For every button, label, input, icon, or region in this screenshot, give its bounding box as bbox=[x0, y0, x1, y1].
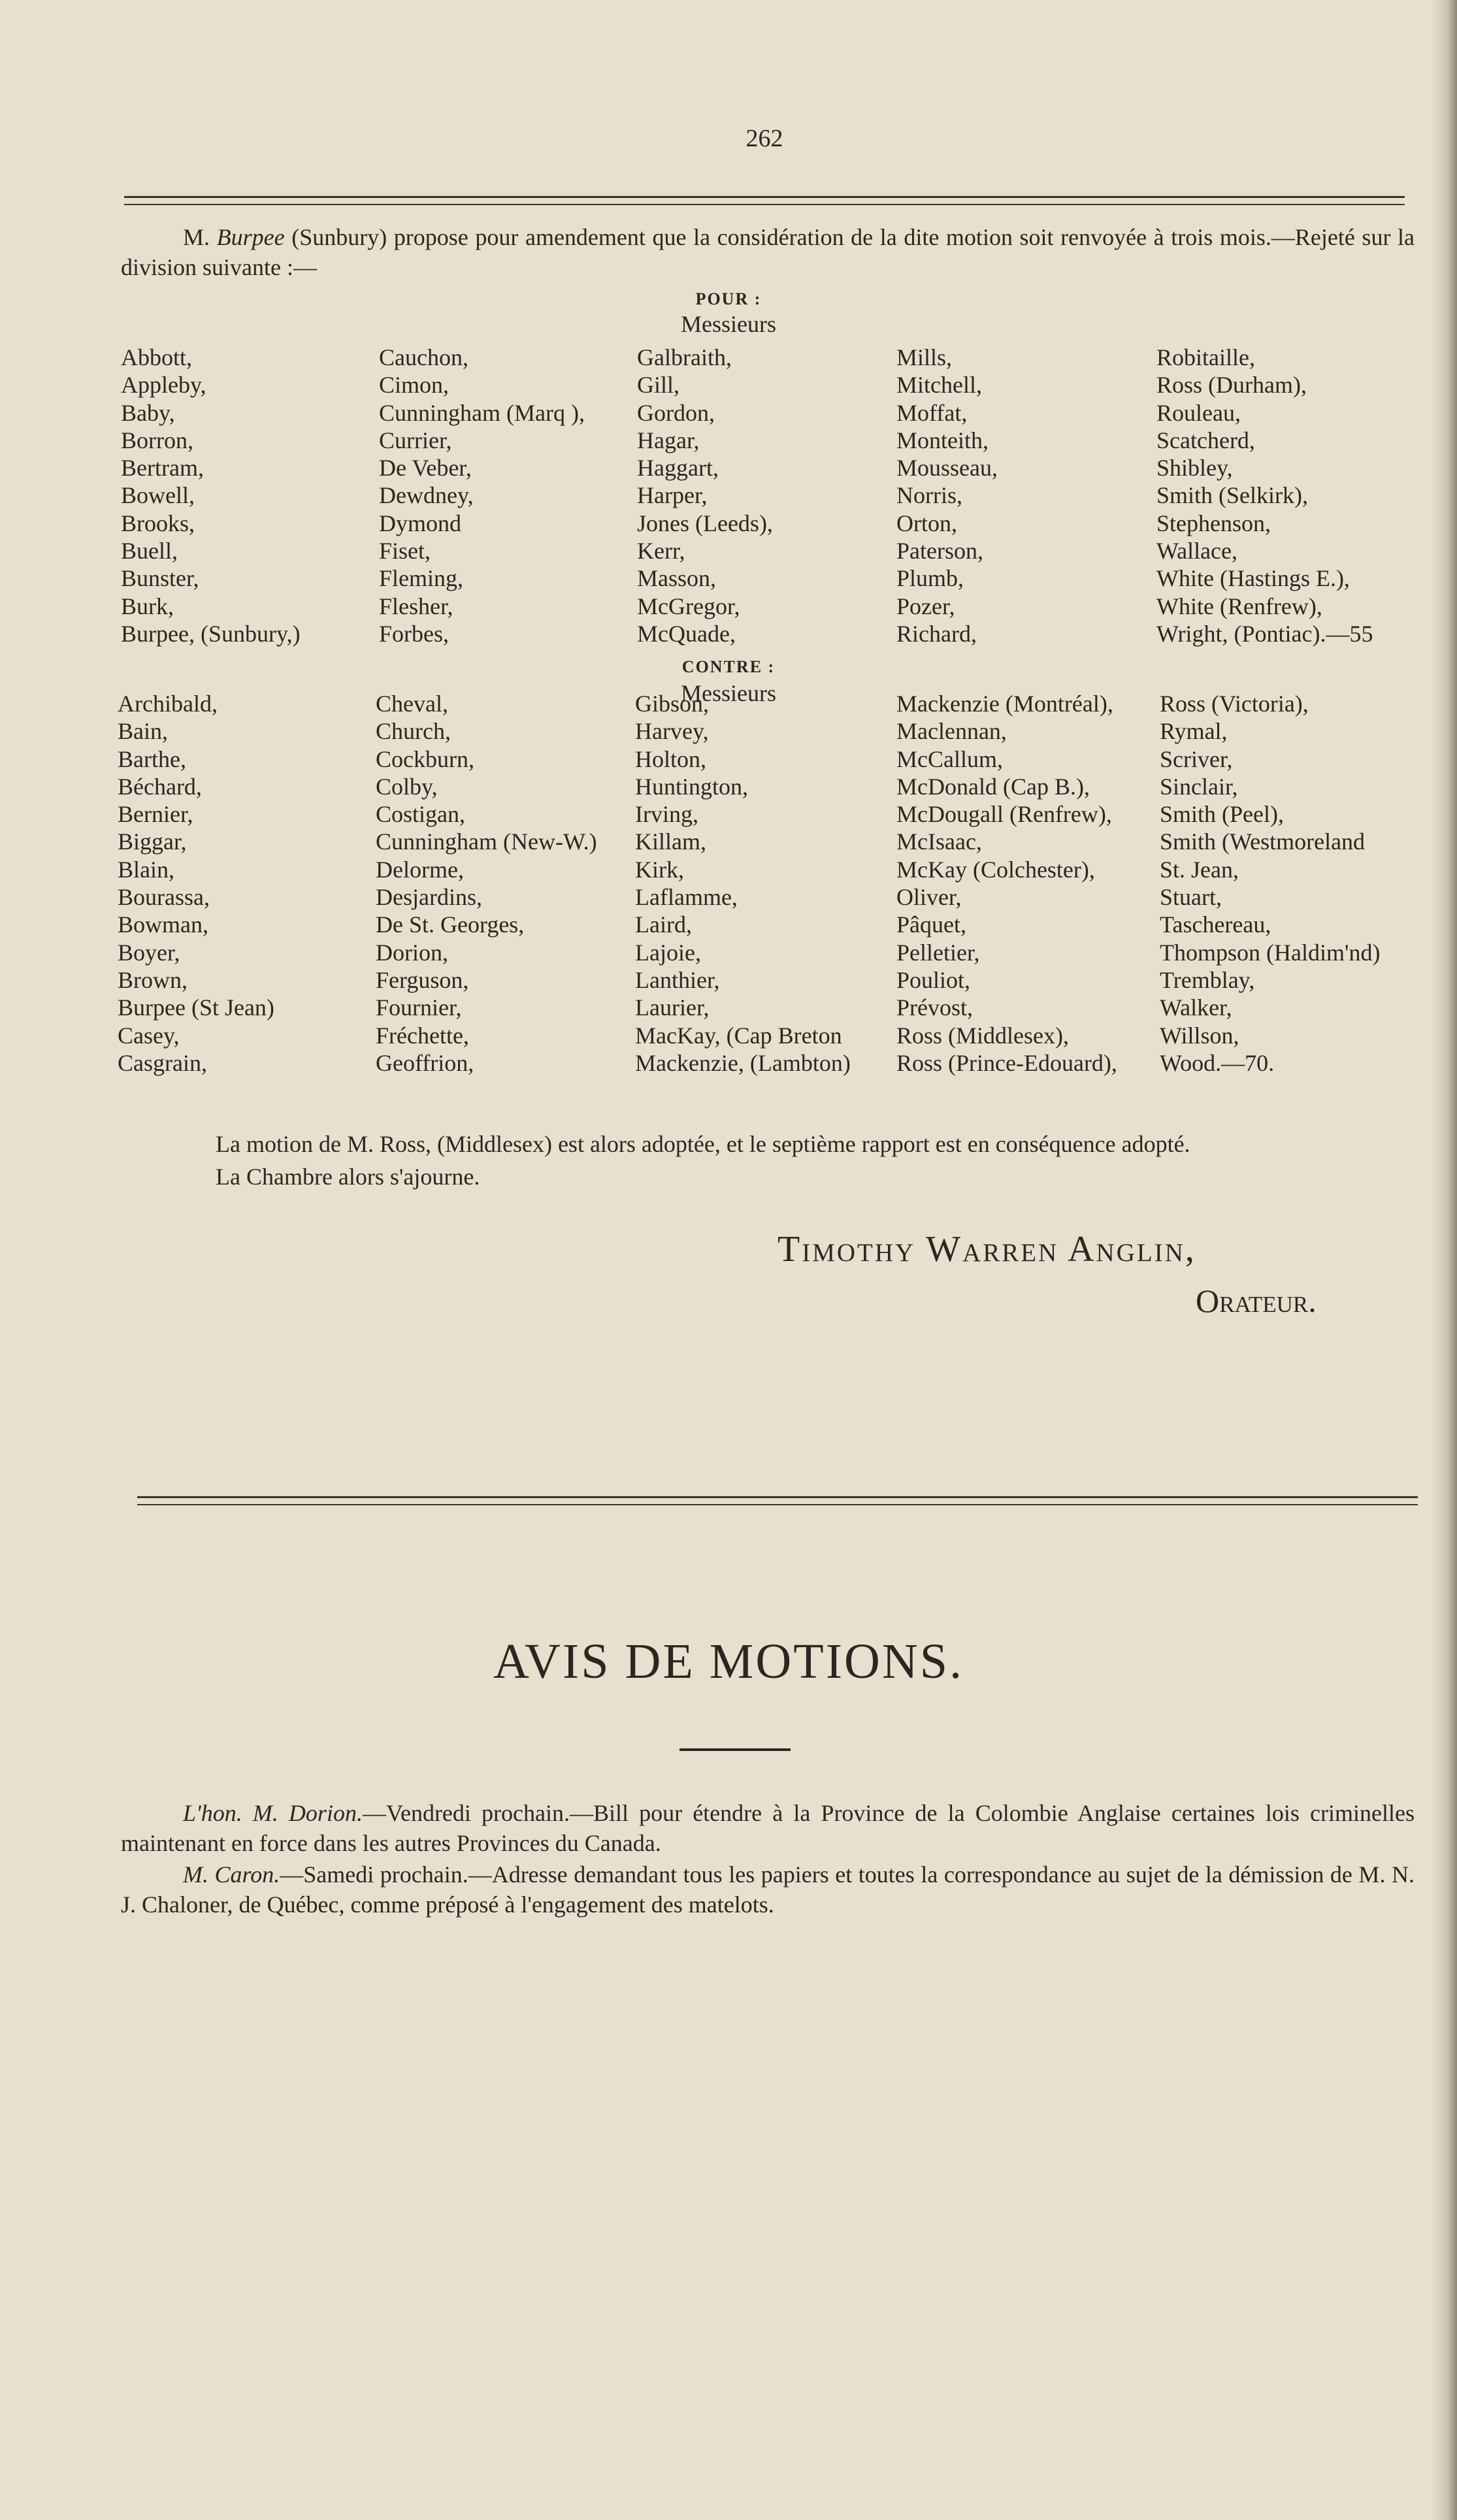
pour-name: Bunster, bbox=[121, 565, 199, 592]
contre-name: Irving, bbox=[635, 801, 698, 828]
pour-name: Bertram, bbox=[121, 455, 204, 482]
contre-name: Casey, bbox=[118, 1022, 180, 1049]
contre-name: Mackenzie, (Lambton) bbox=[635, 1049, 851, 1076]
pour-name: Pozer, bbox=[896, 593, 955, 619]
contre-name: Gibson, bbox=[635, 691, 710, 717]
contre-name: Cheval, bbox=[376, 691, 448, 717]
contre-name: Tremblay, bbox=[1160, 966, 1255, 993]
pour-name: Baby, bbox=[121, 399, 175, 426]
pour-name: Jones (Leeds), bbox=[637, 510, 773, 536]
pour-name: Brooks, bbox=[121, 510, 195, 536]
contre-column-1 bbox=[118, 690, 274, 1077]
page-number: 262 bbox=[745, 125, 783, 152]
contre-name: McCallum, bbox=[896, 745, 1003, 772]
contre-name: Taschereau, bbox=[1160, 911, 1271, 938]
pour-column-2 bbox=[379, 344, 585, 647]
pour-name: Rouleau, bbox=[1156, 399, 1241, 426]
motion-adopted: La motion de M. Ross, (Middlesex) est alors adoptée, et le septième rapport est en conséquence adopté. bbox=[216, 1131, 1190, 1157]
pour-name: De Veber, bbox=[379, 455, 472, 482]
pour-name: Ross (Durham), bbox=[1156, 372, 1307, 399]
pour-name: Masson, bbox=[637, 565, 717, 592]
pour-name: Flesher, bbox=[379, 593, 453, 619]
contre-name: Bourassa, bbox=[118, 884, 210, 911]
contre-column-2 bbox=[376, 690, 597, 1077]
pour-name: Dewdney, bbox=[379, 482, 474, 509]
contre-name: Laurier, bbox=[635, 994, 710, 1021]
pour-name: Dymond bbox=[379, 510, 461, 536]
pour-name: Currier, bbox=[379, 427, 452, 453]
top-rule-thin bbox=[124, 204, 1405, 205]
top-rule bbox=[124, 196, 1405, 198]
contre-name: Brown, bbox=[118, 966, 188, 993]
contre-name: Bain, bbox=[118, 718, 168, 745]
contre-name: Oliver, bbox=[896, 884, 962, 911]
avis-item-1 bbox=[121, 1798, 1415, 1858]
pour-label: POUR : bbox=[695, 289, 762, 308]
pour-name: Burpee, (Sunbury,) bbox=[121, 620, 301, 647]
contre-column-3 bbox=[635, 690, 851, 1077]
contre-name: Mackenzie (Montréal), bbox=[896, 691, 1113, 717]
contre-name: Cunningham (New-W.) bbox=[376, 828, 597, 855]
contre-name: McDougall (Renfrew), bbox=[896, 801, 1112, 828]
pour-name: Buell, bbox=[121, 538, 178, 565]
contre-name: Costigan, bbox=[376, 801, 466, 828]
page-edge bbox=[1431, 0, 1457, 2520]
pour-name: Wallace, bbox=[1156, 538, 1238, 565]
pour-name: Moffat, bbox=[896, 399, 968, 426]
contre-name: Huntington, bbox=[635, 773, 749, 800]
pour-name: Scatcherd, bbox=[1156, 427, 1255, 453]
avis-item-who: M. Caron. bbox=[183, 1861, 280, 1888]
contre-name: Rymal, bbox=[1160, 718, 1228, 745]
pour-name: Robitaille, bbox=[1156, 344, 1255, 370]
contre-name: Smith (Peel), bbox=[1160, 801, 1284, 828]
contre-name: Cockburn, bbox=[376, 745, 474, 772]
contre-name: Lajoie, bbox=[635, 939, 701, 966]
contre-name: Stuart, bbox=[1160, 884, 1222, 911]
contre-name: St. Jean, bbox=[1160, 856, 1239, 883]
pour-name: Mitchell, bbox=[896, 372, 982, 399]
pour-column-4 bbox=[896, 344, 998, 647]
pour-name: Gordon, bbox=[637, 399, 715, 426]
pour-name: Forbes, bbox=[379, 620, 449, 647]
contre-name: Bowman, bbox=[118, 911, 208, 938]
pour-name: Monteith, bbox=[896, 427, 989, 453]
contre-name: McDonald (Cap B.), bbox=[896, 773, 1090, 800]
pour-column-1 bbox=[121, 344, 301, 647]
contre-name: Killam, bbox=[635, 828, 706, 855]
contre-name: Boyer, bbox=[118, 939, 180, 966]
contre-name: Ferguson, bbox=[376, 966, 469, 993]
pour-name: Orton, bbox=[896, 510, 957, 536]
pour-name: White (Hastings E.), bbox=[1156, 565, 1350, 592]
pour-name: Cimon, bbox=[379, 372, 450, 399]
contre-name: Pouliot, bbox=[896, 966, 971, 993]
pour-name: Hagar, bbox=[637, 427, 700, 453]
contre-name: Ross (Victoria), bbox=[1160, 691, 1309, 717]
contre-name: Bernier, bbox=[118, 801, 193, 828]
contre-name: Scriver, bbox=[1160, 745, 1233, 772]
contre-name: Sinclair, bbox=[1160, 773, 1238, 800]
amendment-text: (Sunbury) propose pour amendement que la considération de la dite motion soit renvoyée à trois mois.—Rejeté sur la division suivante :— bbox=[121, 224, 1415, 280]
contre-name: Smith (Westmoreland bbox=[1160, 828, 1366, 855]
contre-label: CONTRE : bbox=[681, 657, 776, 676]
pour-name: Cunningham (Marq ), bbox=[379, 399, 585, 426]
contre-name: Kirk, bbox=[635, 856, 684, 883]
pour-name: Borron, bbox=[121, 427, 193, 453]
pour-name: Mills, bbox=[896, 344, 953, 370]
avis-heading: AVIS DE MOTIONS. bbox=[493, 1634, 964, 1689]
contre-name: Blain, bbox=[118, 856, 174, 883]
contre-name: Holton, bbox=[635, 745, 707, 772]
pour-column-3 bbox=[637, 344, 773, 647]
pour-name: Burk, bbox=[121, 593, 174, 619]
section-rule bbox=[137, 1496, 1418, 1498]
pour-name: Haggart, bbox=[637, 455, 719, 482]
pour-name: Abbott, bbox=[121, 344, 193, 370]
pour-name: Fiset, bbox=[379, 538, 431, 565]
contre-name: Fréchette, bbox=[376, 1022, 469, 1049]
contre-name: Walker, bbox=[1160, 994, 1232, 1021]
contre-name: Laflamme, bbox=[635, 884, 738, 911]
pour-name: Smith (Selkirk), bbox=[1156, 482, 1308, 509]
pour-name: McQuade, bbox=[637, 620, 736, 647]
contre-name: Prévost, bbox=[896, 994, 973, 1021]
contre-name: Ross (Prince-Edouard), bbox=[896, 1049, 1117, 1076]
contre-name: Harvey, bbox=[635, 718, 709, 745]
avis-item-who: L'hon. M. Dorion. bbox=[183, 1800, 363, 1826]
pour-name: Gill, bbox=[637, 372, 680, 399]
contre-name: Burpee (St Jean) bbox=[118, 994, 274, 1021]
heading-dash bbox=[679, 1748, 791, 1751]
amendment-prefix: M. bbox=[183, 224, 210, 250]
pour-name: Kerr, bbox=[637, 538, 685, 565]
contre-name: Laird, bbox=[635, 911, 692, 938]
contre-name: Casgrain, bbox=[118, 1049, 207, 1076]
pour-name: Norris, bbox=[896, 482, 962, 509]
signature-role: Orateur. bbox=[1196, 1283, 1317, 1319]
contre-name: MacKay, (Cap Breton bbox=[635, 1022, 842, 1049]
contre-name: Pâquet, bbox=[896, 911, 966, 938]
pour-column-5 bbox=[1156, 344, 1373, 647]
pour-messieurs: Messieurs bbox=[681, 311, 776, 337]
contre-name: De St. Georges, bbox=[376, 911, 525, 938]
amendment-paragraph bbox=[121, 222, 1415, 282]
contre-name: Biggar, bbox=[118, 828, 187, 855]
avis-item-text: —Samedi prochain.—Adresse demandant tous les papiers et toutes la correspondance au sujet de la démission de M. N. J. Chaloner, de Québec, comme préposé à l'engagement des matelots. bbox=[121, 1861, 1415, 1918]
pour-name: Appleby, bbox=[121, 372, 206, 399]
contre-column-4 bbox=[896, 690, 1117, 1077]
contre-name: Delorme, bbox=[376, 856, 464, 883]
contre-name: McIsaac, bbox=[896, 828, 982, 855]
contre-name: Lanthier, bbox=[635, 966, 720, 993]
pour-name: Shibley, bbox=[1156, 455, 1233, 482]
contre-name: Desjardins, bbox=[376, 884, 482, 911]
pour-name: McGregor, bbox=[637, 593, 740, 619]
contre-name: Dorion, bbox=[376, 939, 448, 966]
avis-item-text: —Vendredi prochain.—Bill pour étendre à la Province de la Colombie Anglaise certaines lois criminelles maintenant en force dans les autres Provinces du Canada. bbox=[121, 1800, 1415, 1856]
adjourn-line: La Chambre alors s'ajourne. bbox=[216, 1164, 480, 1190]
pour-name: Wright, (Pontiac).—55 bbox=[1156, 620, 1373, 647]
contre-column-5 bbox=[1160, 690, 1380, 1077]
pour-name: Cauchon, bbox=[379, 344, 468, 370]
pour-name: Mousseau, bbox=[896, 455, 998, 482]
section-rule-thin bbox=[137, 1504, 1418, 1505]
pour-name: Fleming, bbox=[379, 565, 464, 592]
contre-name: Wood.—70. bbox=[1160, 1049, 1275, 1076]
contre-name: Church, bbox=[376, 718, 451, 745]
pour-name: Richard, bbox=[896, 620, 977, 647]
contre-name: Ross (Middlesex), bbox=[896, 1022, 1069, 1049]
contre-name: Béchard, bbox=[118, 773, 202, 800]
avis-item-2 bbox=[121, 1859, 1415, 1920]
contre-name: Barthe, bbox=[118, 745, 186, 772]
pour-name: Paterson, bbox=[896, 538, 983, 565]
pour-name: Galbraith, bbox=[637, 344, 732, 370]
contre-name: Colby, bbox=[376, 773, 438, 800]
contre-name: Thompson (Haldim'nd) bbox=[1160, 939, 1381, 966]
pour-name: White (Renfrew), bbox=[1156, 593, 1322, 619]
contre-name: Fournier, bbox=[376, 994, 462, 1021]
contre-name: McKay (Colchester), bbox=[896, 856, 1095, 883]
contre-name: Geoffrion, bbox=[376, 1049, 474, 1076]
contre-name: Willson, bbox=[1160, 1022, 1239, 1049]
contre-name: Archibald, bbox=[118, 691, 218, 717]
pour-name: Plumb, bbox=[896, 565, 964, 592]
contre-name: Maclennan, bbox=[896, 718, 1007, 745]
contre-name: Pelletier, bbox=[896, 939, 980, 966]
signature-name: Timothy Warren Anglin, bbox=[778, 1229, 1196, 1269]
amendment-member: Burpee bbox=[216, 224, 285, 250]
pour-name: Harper, bbox=[637, 482, 708, 509]
pour-name: Stephenson, bbox=[1156, 510, 1271, 536]
pour-name: Bowell, bbox=[121, 482, 195, 509]
contre-messieurs: Messieurs bbox=[681, 680, 776, 706]
